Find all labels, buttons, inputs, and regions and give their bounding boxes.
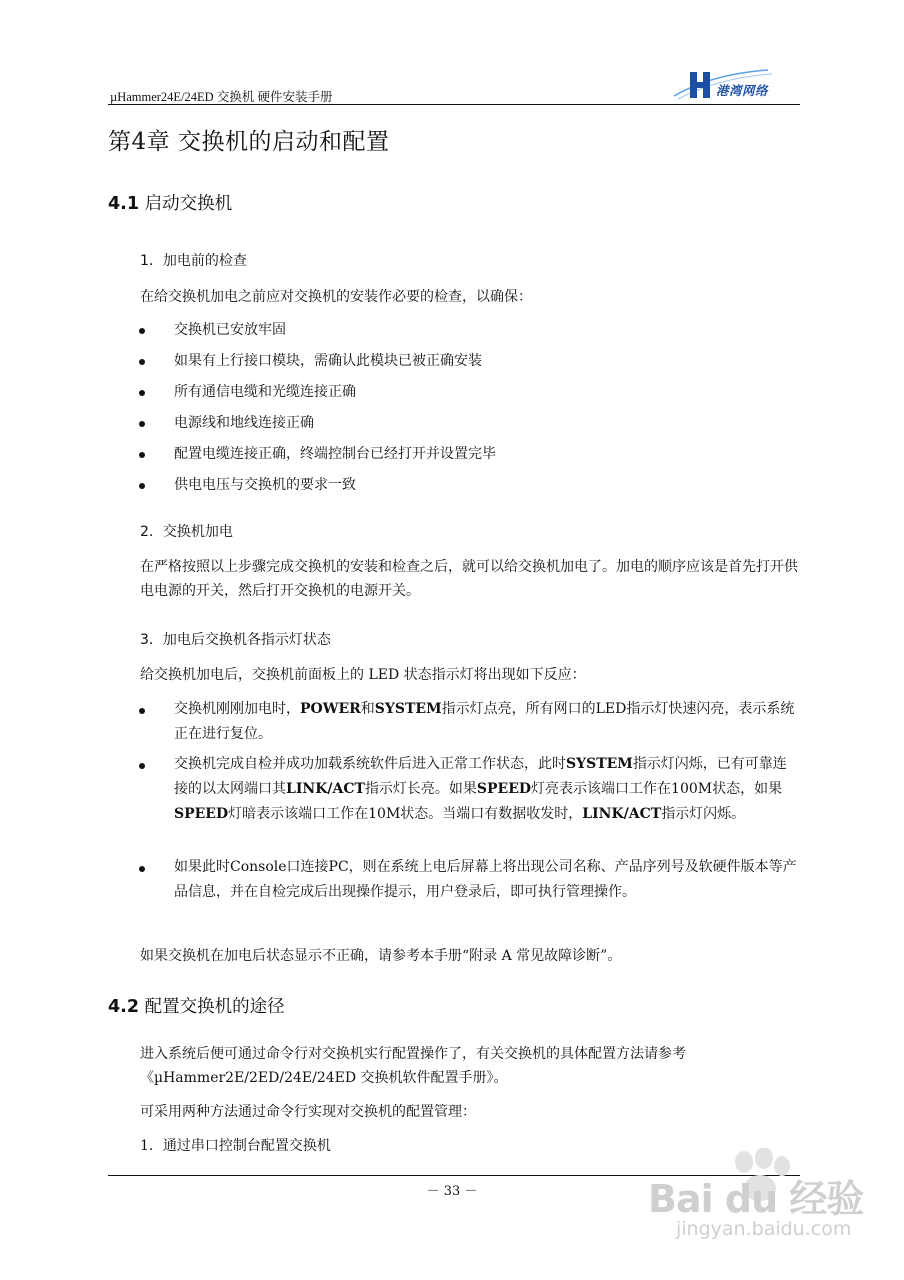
list-item-led-normal: 交换机完成自检并成功加载系统软件后进入正常工作状态，此时SYSTEM指示灯闪烁，已有可靠连接的以太网端口其LINK/ACT指示灯长亮。如果SPEED灯亮表示该端口工作在100M状态，如果SPEED灯暗表示该端口工作在10M状态。当端口有数据收发时，LINK/ACT指示灯闪烁。: [174, 756, 787, 822]
paragraph-check-intro: 在给交换机加电之前应对交换机的安装作必要的检查，以确保：: [140, 289, 532, 305]
list-item: 配置电缆连接正确，终端控制台已经打开并设置完毕: [174, 446, 496, 462]
list-item-console: 如果此时Console口连接PC，则在系统上电后屏幕上将出现公司名称、产品序列号及软硬件版本等产品信息，并在自检完成后出现操作提示，用户登录后，即可执行管理操作。: [174, 859, 797, 900]
paragraph-config-methods: 可采用两种方法通过命令行实现对交换机的配置管理：: [140, 1104, 476, 1120]
list-item: 电源线和地线连接正确: [174, 415, 314, 431]
bullet-icon: [139, 452, 145, 458]
bullet-icon: [139, 763, 145, 769]
page-number: － 33 －: [426, 1184, 478, 1199]
list-item: 如果有上行接口模块，需确认此模块已被正确安装: [174, 353, 482, 369]
list-item: 交换机已安放牢固: [174, 322, 286, 338]
bullet-icon: [139, 390, 145, 396]
paragraph-troubleshoot-note: 如果交换机在加电后状态显示不正确，请参考本手册“附录 A 常见故障诊断”。: [140, 948, 622, 964]
list-item-led-reset: 交换机刚刚加电时，POWER和SYSTEM指示灯点亮，所有网口的LED指示灯快速闪亮，表示系统正在进行复位。: [174, 701, 795, 742]
watermark-brand: Bai du 经验: [648, 1177, 864, 1221]
running-header: µHammer24E/24ED 交换机 硬件安装手册: [110, 90, 333, 104]
company-logo-text: 港湾网络: [716, 83, 769, 98]
bullet-icon: [139, 708, 145, 714]
chapter-title: 第4章 交换机的启动和配置: [108, 129, 390, 155]
bullet-icon: [139, 328, 145, 334]
section-number: 4.2: [108, 997, 140, 1017]
section-heading-4-1: [108, 190, 232, 215]
bullet-icon: [139, 421, 145, 427]
section-title-text: 配置交换机的途径: [144, 997, 285, 1017]
watermark-url: jingyan.baidu.com: [676, 1218, 852, 1240]
subheading-led-status: 3．加电后交换机各指示灯状态: [140, 632, 331, 648]
subheading-power-check: 1．加电前的检查: [140, 253, 247, 269]
bullet-icon: [139, 359, 145, 365]
paragraph-led-intro: 给交换机加电后，交换机前面板上的 LED 状态指示灯将出现如下反应：: [140, 667, 586, 683]
section-number: 4.1: [108, 194, 140, 214]
bullet-icon: [139, 866, 145, 872]
bullet-icon: [139, 483, 145, 489]
section-heading-4-2: [108, 993, 285, 1018]
paragraph-config-intro: 进入系统后便可通过命令行对交换机实行配置操作了，有关交换机的具体配置方法请参考《µHammer2E/2ED/24E/24ED 交换机软件配置手册》。: [140, 1046, 686, 1086]
subheading-power-on: 2．交换机加电: [140, 524, 233, 540]
section-title-text: 启动交换机: [144, 194, 233, 214]
list-item: 所有通信电缆和光缆连接正确: [174, 384, 356, 400]
list-item: 供电电压与交换机的要求一致: [174, 477, 356, 493]
header-divider: [108, 104, 800, 105]
paragraph-power-on: 在严格按照以上步骤完成交换机的安装和检查之后，就可以给交换机加电了。加电的顺序应该是首先打开供电电源的开关，然后打开交换机的电源开关。: [140, 559, 798, 599]
list-item-serial-console: 1．通过串口控制台配置交换机: [140, 1138, 331, 1154]
